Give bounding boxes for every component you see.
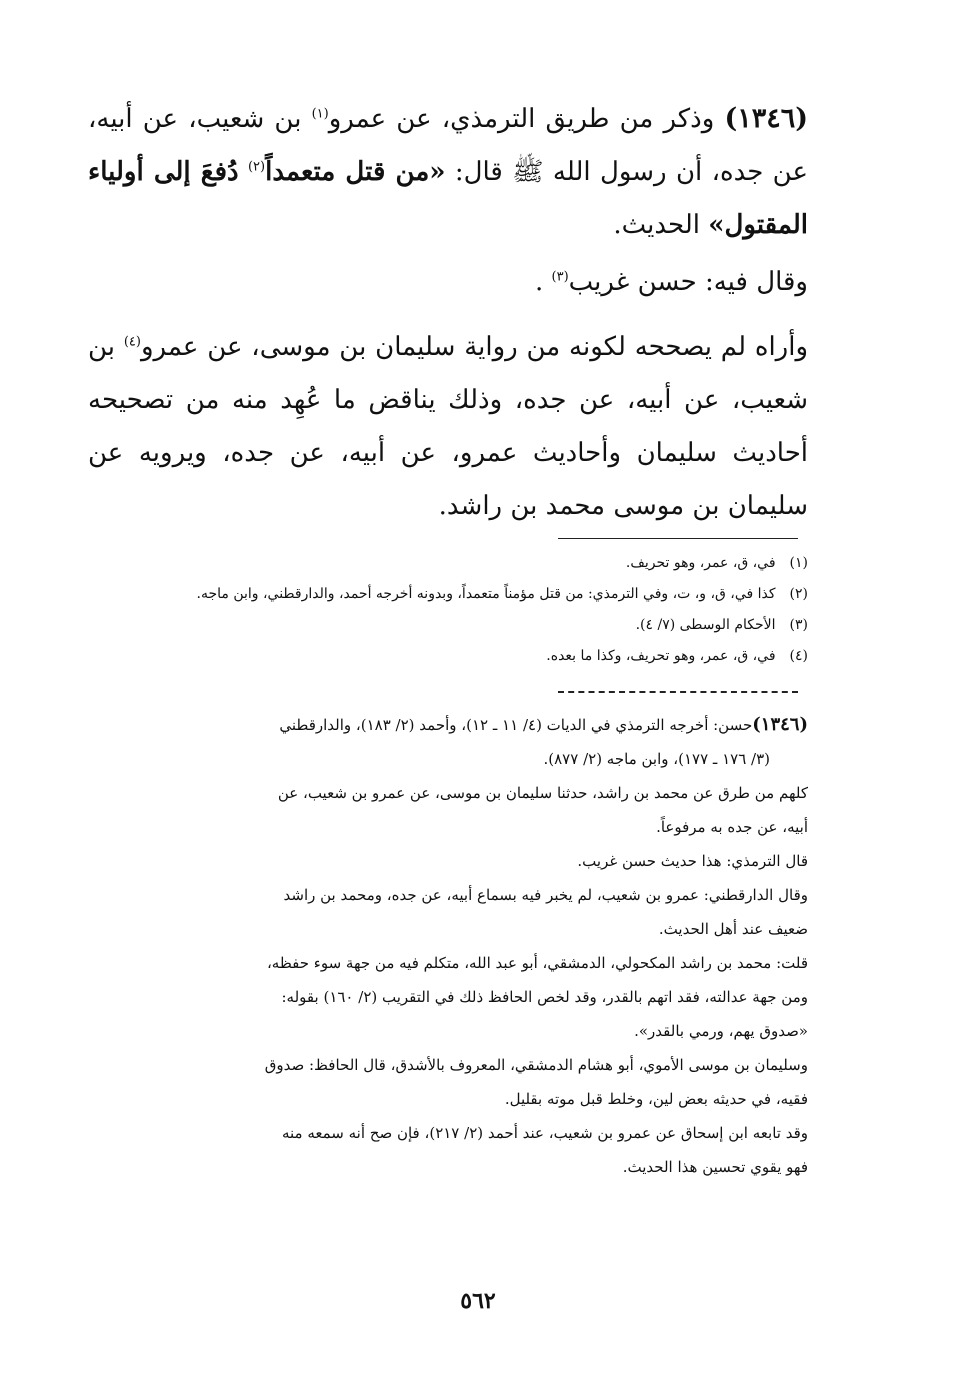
takhrij-line: قال الترمذي: هذا حديث حسن غريب.: [577, 852, 808, 870]
footnote-number: (٢): [789, 586, 808, 602]
paragraph-text: .: [534, 267, 544, 297]
takhrij-line: فقيه، في حديثه بعض لين، وخلط قبل موته بقليل.: [504, 1090, 808, 1108]
footnote-number: (١): [789, 555, 808, 571]
takhrij-line: [88, 708, 808, 742]
footnote-number: (٣): [789, 617, 808, 633]
takhrij-line: أبيه، عن جده به مرفوعاً.: [656, 818, 808, 836]
main-text: [88, 92, 808, 533]
takhrij-divider: [558, 691, 798, 693]
hadith-number: (١٣٤٦): [724, 103, 809, 134]
footnote-ref[interactable]: (٢): [247, 159, 266, 175]
paragraph-text: بن شعيب، عن أبيه، عن جده، وذلك يناقض ما عُهِد منه من تصحيحه أحاديث سليمان وأحاديث عمرو، عن أبيه، عن جده، ويرويه عن سليمان بن موسى محمد بن راشد.: [88, 332, 808, 521]
footnote-text: الأحكام الوسطى (٧/ ٤).: [635, 617, 776, 633]
takhrij-number: (١٣٤٦): [752, 714, 808, 735]
paragraph-commentary: [88, 321, 808, 533]
paragraph-text: الحديث.: [613, 210, 709, 240]
paragraph-text: بن شعيب، عن أبيه، عن جده، أن رسول الله ﷺ قال:: [88, 104, 808, 187]
footnote-ref[interactable]: (١): [311, 106, 329, 122]
hadith-quote: «من قتل متعمداً: [265, 157, 446, 187]
takhrij-line: قلت: محمد بن راشد المكحولي، الدمشقي، أبو عبد الله، متكلم فيه من جهة سوء حفظه،: [266, 954, 808, 972]
footnote-item: [90, 579, 808, 610]
footnote-divider: [558, 538, 798, 539]
footnote-ref[interactable]: (٤): [123, 334, 141, 350]
paragraph-hadith: [88, 92, 808, 252]
takhrij-line: ضعيف عند أهل الحديث.: [658, 920, 808, 938]
takhrij-line: وقال الدارقطني: عمرو بن شعيب، لم يخبر فيه بسماع أبيه، عن جده، ومحمد بن راشد: [283, 886, 808, 904]
takhrij-line: (٣/ ١٧٦ ـ ١٧٧)، وابن ماجه (٢/ ٨٧٧).: [543, 750, 770, 768]
takhrij-line: ومن جهة عدالته، فقد اتهم بالقدر، وقد لخص الحافظ ذلك في التقريب (٢/ ١٦٠) بقوله:: [281, 988, 808, 1006]
paragraph-text: وقال فيه: حسن غريب: [568, 267, 808, 297]
takhrij-text: حسن: أخرجه الترمذي في الديات (٤/ ١١ ـ ١٢)، وأحمد (٢/ ١٨٣)، والدارقطني: [279, 716, 753, 734]
paragraph-grading: [88, 256, 808, 309]
takhrij-line: كلهم من طرق عن محمد بن راشد، حدثنا سليمان بن موسى، عن عمرو بن شعيب، عن: [277, 784, 808, 802]
paragraph-text: وأراه لم يصححه لكونه من رواية سليمان بن موسى، عن عمرو: [140, 332, 808, 362]
page-number: ٥٦٢: [460, 1288, 496, 1314]
footnote-text: في، ق، عمر، وهو تحريف، وكذا ما بعده.: [546, 648, 776, 664]
takhrij-line: وسليمان بن موسى الأموي، أبو هشام الدمشقي، المعروف بالأشدق، قال الحافظ: صدوق: [264, 1056, 808, 1074]
footnote-item: [90, 610, 808, 641]
takhrij-line: «صدوق يهم، ورمي بالقدر».: [634, 1022, 808, 1040]
hadith-quote: دُفعَ إلى أولياء المقتول»: [88, 157, 808, 240]
takhrij-line: وقد تابعه ابن إسحاق عن عمرو بن شعيب، عند أحمد (٢/ ٢١٧)، فإن صح أنه سمعه منه: [281, 1124, 808, 1142]
footnote-text: في، ق، عمر، وهو تحريف.: [625, 555, 776, 571]
footnote-item: [90, 641, 808, 672]
takhrij-line: فهو يقوي تحسين هذا الحديث.: [622, 1158, 808, 1176]
paragraph-text: وذكر من طريق الترمذي، عن عمرو: [328, 104, 715, 134]
footnotes: [90, 548, 808, 672]
footnote-number: (٤): [789, 648, 808, 664]
footnote-item: [90, 548, 808, 579]
takhrij-section: [88, 708, 808, 1184]
footnote-ref[interactable]: (٣): [551, 269, 569, 285]
footnote-text: كذا في، ق، و، ت، وفي الترمذي: من قتل مؤمناً متعمداً، وبدونه أخرجه أحمد، والدارقطني، وابن ماجه.: [196, 586, 776, 602]
